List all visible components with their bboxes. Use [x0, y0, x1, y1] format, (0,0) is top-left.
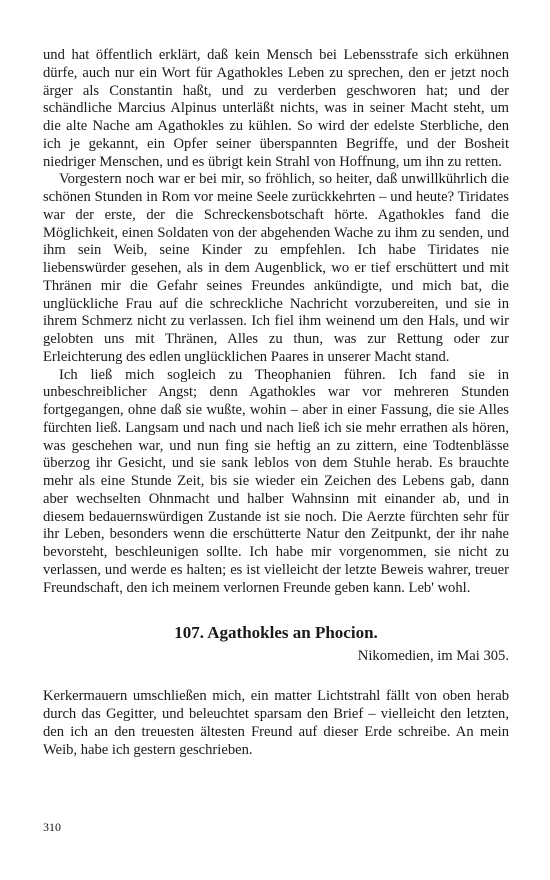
- letter-heading: 107. Agathokles an Phocion.: [174, 623, 378, 643]
- paragraph-tiridates: Vorgestern noch war er bei mir, so fröhlich, so heiter, daß unwillkührlich die schönen Stunden in Rom vor meine Seele zurückkehrten – und heute? Tiridates war der erste, der die Schreckensbotschaft hörte. Agathokles fand die Möglichkeit, einen Soldaten von der abgehenden Wache zu ihm zu senden, und ihm sein Weib, seine Kinder zu empfehlen. Ich habe Tiridates nie liebenswürder gesehen, als in dem Augenblick, wo er tief erschüttert und mit Thränen mir die Gefahr seines Freundes ankündigte, und mich bat, die unglückliche Frau auf die schreckliche Nachricht vorzubereiten, und sie in ihrem Schmerz nicht zu verlassen. Ich fiel ihm weinend um den Hals, und wir gelobten uns mit Thränen, Alles zu thun, was zur Rettung oder zur Erleichterung des edlen unglücklichen Paares in unserer Macht stand.: [43, 171, 509, 365]
- letter-opening-paragraph: Kerkermauern umschließen mich, ein matter Lichtstrahl fällt von oben herab durch das Gegitter, und beleuchtet sparsam den Brief – vielleicht den letzten, den ich an den treuesten ältesten Freund auf dieser Erde schreibe. An mein Weib, habe ich gestern geschrieben.: [43, 688, 509, 758]
- page-number: 310: [43, 820, 61, 834]
- letter-dateline: Nikomedien, im Mai 305.: [357, 648, 509, 665]
- page-body: [43, 47, 509, 759]
- paragraph-theophanien: Ich ließ mich sogleich zu Theophanien führen. Ich fand sie in unbeschreiblicher Angst; denn Agathokles war vor mehreren Stunden fortgegangen, ohne daß sie wußte, wohin – aber in einer Fassung, die sie Alles fürchten ließ. Langsam und nach und nach ließ ich sie mehr errathen als hören, was geschehen war, und nun fing sie heftig an zu zittern, eine Todtenblässe überzog ihr Gesicht, und sie sank leblos von dem Stuhle herab. Es brauchte mehr als eine Stunde Zeit, bis sie wieder ein Zeichen des Lebens gab, dann aber wechselten Ohnmacht und halber Wahnsinn mit einander ab, und in diesem bedauernswürdigen Zustande ist sie noch. Die Aerzte fürchten sehr für ihr Leben, besonders wenn die erschütterte Natur den Zeitpunkt, der ihr nahe bevorsteht, beschleunigen sollte. Ich habe mir vorgenommen, sie nicht zu verlassen, und werde es halten; es ist vielleicht der letzte Beweis wahrer, treuer Freundschaft, den ich meinem verlornen Freunde geben kann. Leb' wohl.: [43, 366, 509, 596]
- paragraph-continuation: und hat öffentlich erklärt, daß kein Mensch bei Lebensstrafe sich erkühnen dürfe, auch nur ein Wort für Agathokles Leben zu sprechen, den er jetzt noch ärger als Constantin haßt, und zu verderben geschworen hat; und der schändliche Marcius Alpinus unterläßt nichts, was in seiner Macht steht, um die alte Nache am Agathokles zu kühlen. So wird der edelste Sterbliche, den ich je gekannt, ein Opfer seiner überspannten Begriffe, und der Bosheit niedriger Menschen, und es übrigt kein Strahl von Hoffnung, um ihn zu retten.: [43, 47, 509, 170]
